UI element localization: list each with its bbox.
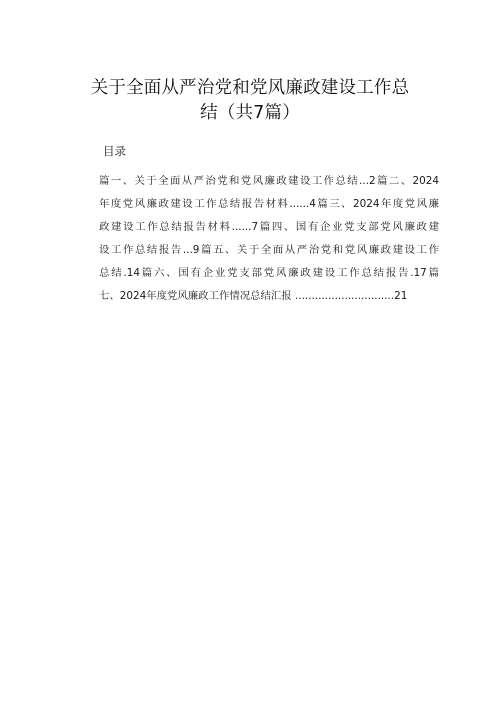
table-of-contents bbox=[99, 170, 439, 308]
toc-heading: 目录 bbox=[103, 144, 126, 158]
document-title bbox=[80, 76, 420, 126]
toc-line: 总结.14篇六、国有企业党支部党风廉政建设工作总结报告.17篇 bbox=[99, 267, 439, 279]
toc-line: 设工作总结报告...9篇五、关于全面从严治党和党风廉政建设工作 bbox=[99, 244, 439, 256]
document-title-line-1: 关于全面从严治党和党风廉政建设工作总 bbox=[90, 78, 410, 98]
toc-line: 政建设工作总结报告材料......7篇四、国有企业党支部党风廉政建 bbox=[99, 221, 439, 233]
toc-line: 篇一、关于全面从严治党和党风廉政建设工作总结...2篇二、2024 bbox=[99, 175, 439, 187]
toc-line: 七、2024年度党风廉政工作情况总结汇报 ..............................21 bbox=[99, 290, 408, 302]
toc-line: 年度党风廉政建设工作总结报告材料......4篇三、2024年度党风廉 bbox=[99, 198, 439, 210]
document-title-line-2: 结（共7篇） bbox=[200, 103, 300, 123]
